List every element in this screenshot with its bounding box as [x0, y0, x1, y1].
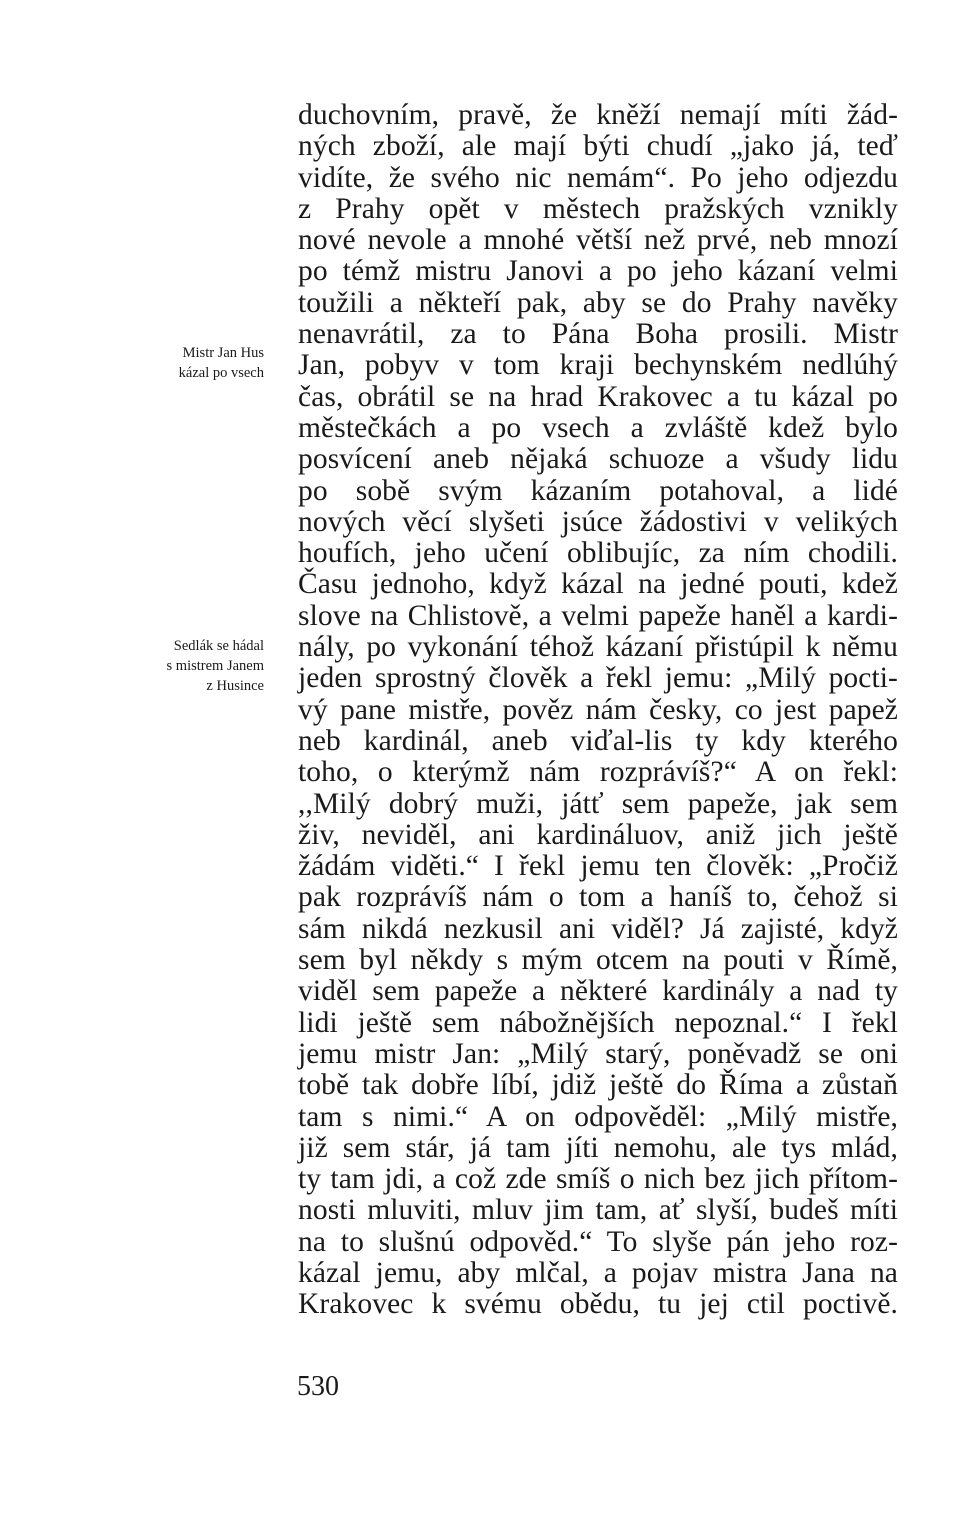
- marginal-note-line: z Husince: [206, 678, 264, 694]
- text-line: Jan, pobyv v tom kraji bechynském nedlúhý: [298, 349, 898, 382]
- marginal-note-line: kázal po vsech: [178, 365, 264, 381]
- text-line: nové nevole a mnohé větší než prvé, neb mnozí: [298, 224, 898, 257]
- text-line: nosti mluviti, mluv jim tam, ať slyší, budeš míti: [298, 1194, 898, 1227]
- text-line: jemu mistr Jan: „Milý starý, poněvadž se oni: [298, 1037, 898, 1070]
- text-line: pak rozprávíš nám o tom a haníš to, čehož si: [298, 881, 898, 914]
- text-line: městečkách a po vsech a zvláště kdež bylo: [298, 411, 898, 444]
- marginal-note: [179, 343, 264, 383]
- text-line: ných zboží, ale mají býti chudí „jako já, teď: [298, 130, 898, 163]
- text-line: neb kardinál, aneb viďal-lis ty kdy kterého: [298, 724, 898, 757]
- text-line: po témž mistru Janovi a po jeho kázaní velmi: [298, 255, 898, 288]
- text-line: jeden sprostný člověk a řekl jemu: „Milý pocti-: [298, 662, 898, 695]
- text-line: z Prahy opět v městech pražských vznikly: [298, 192, 898, 225]
- text-line: viděl sem papeže a některé kardinály a nad ty: [298, 975, 898, 1008]
- text-line: ,,Milý dobrý muži, játť sem papeže, jak sem: [298, 787, 898, 820]
- text-line: nály, po vykonání téhož kázaní přistúpil k němu: [298, 631, 898, 664]
- text-line: žádám viděti.“ I řekl jemu ten člověk: „Pročiž: [298, 850, 898, 883]
- text-line: tobě tak dobře líbí, jdiž ještě do Říma a zůstaň: [298, 1069, 898, 1102]
- text-line: sem byl někdy s mým otcem na pouti v Římě,: [298, 944, 898, 977]
- text-line: po sobě svým kázaním potahoval, a lidé: [298, 474, 898, 507]
- page-number: 530: [297, 1371, 339, 1402]
- marginal-note-line: s mistrem Janem: [166, 658, 264, 674]
- text-line: již sem stár, já tam jíti nemohu, ale tys mlád,: [298, 1131, 898, 1164]
- text-line: slove na Chlistově, a velmi papeže haněl a kardi-: [298, 599, 898, 632]
- text-line: sám nikdá nezkusil ani viděl? Já zajisté, když: [298, 912, 898, 945]
- text-line: Času jednoho, když kázal na jedné pouti, kdež: [298, 568, 898, 601]
- main-text-block: [298, 100, 898, 1321]
- text-line: Krakovec k svému obědu, tu jej ctil poctivě.: [298, 1288, 898, 1321]
- text-line: nenavrátil, za to Pána Boha prosili. Mistr: [298, 318, 898, 351]
- text-line: houfích, jeho učení oblibujíc, za ním chodili.: [298, 537, 898, 570]
- text-line: lidi ještě sem nábožnějších nepoznal.“ I řekl: [298, 1006, 898, 1039]
- text-line: toužili a někteří pak, aby se do Prahy navěky: [298, 286, 898, 319]
- text-line: kázal jemu, aby mlčal, a pojav mistra Jana na: [298, 1256, 898, 1289]
- text-line: nových věcí slyšeti jsúce žádostivi v velikých: [298, 505, 898, 538]
- marginal-note: [167, 636, 264, 696]
- text-line: živ, neviděl, ani kardináluov, aniž jich ještě: [298, 818, 898, 851]
- text-line: čas, obrátil se na hrad Krakovec a tu kázal po: [298, 380, 898, 413]
- text-line: duchovním, pravě, že kněží nemají míti žád-: [298, 99, 898, 131]
- text-line: na to slušnú odpověd.“ To slyše pán jeho roz-: [298, 1225, 898, 1258]
- text-line: tam s nimi.“ A on odpověděl: „Milý mistře,: [298, 1100, 898, 1133]
- text-line: ty tam jdi, a což zde smíš o nich bez jich přítom-: [298, 1163, 898, 1196]
- marginal-note-line: Sedlák se hádal: [173, 638, 264, 654]
- text-line: toho, o kterýmž nám rozprávíš?“ A on řekl:: [298, 756, 898, 789]
- marginal-note-line: Mistr Jan Hus: [182, 345, 264, 361]
- text-line: posvícení aneb nějaká schuoze a všudy lidu: [298, 443, 898, 476]
- text-line: vidíte, že svého nic nemám“. Po jeho odjezdu: [298, 161, 898, 194]
- text-line: vý pane mistře, pověz nám česky, co jest papež: [298, 693, 898, 726]
